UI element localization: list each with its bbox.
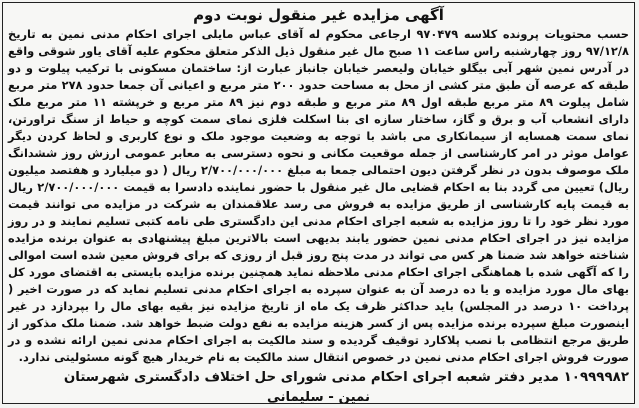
notice-title: آگهی مزایده غیر منقول نوبت دوم (193, 6, 444, 24)
notice-signature: نمین - سلیمانی (266, 390, 371, 404)
auction-notice (2, 2, 635, 404)
notice-body: حسب محتویات پرونده کلاسه ۹۷۰۴۷۹ ارجاعی محکوم له آقای عباس مایلی اجرای احکام مدنی نمین به تاریخ ۹۷/۱۲/۸ روز چهارشنبه راس ساعت ۱۱ صبح مال غیر منقول ذیل الذکر متعلق محکوم علیه آقای یاور شوقی واقع در آدرس نمین شهر آبی بیگلو خیابان ولیعصر خیابان جانباز عبارت از: ساختمان مسکونی با ترکیب پیلوت و دو طبقه که عرصه آن طبق متر کشی از محل به مساحت حدود ۲۰۰ متر مربع و اعیانی آن جمعا حدود ۲۷۸ متر مربع شامل پیلوت ۸۹ متر مربع طبقه اول ۸۹ متر مربع و طبقه دوم نیز ۸۹ متر مربع و خرپشته ۱۱ متر مربع ملک دارای انشعاب آب و برق و گاز، ساختار سازه ای بنا اسکلت فلزی نمای سمت کوچه و حیاط از سنگ تراورتن، نمای سمت همسایه از سیمانکاری می باشد با توجه به وضعیت موجود ملک و نوع کاربری و لحاظ کردن دیگر عوامل موثر در امر کارشناسی از جمله موقعیت مکانی و نحوه دسترسی به معابر عمومی ارزش روز ششدانگ ملک موصوف بدون در نظر گرفتن دیون احتمالی جمعا به مبلغ ۲/۷۰۰/۰۰۰/۰۰۰ ریال ( دو میلیارد و هفتصد میلیون ریال) تعیین می گردد بنا به احکام قضایی مال غیر منقول با حضور نماینده دادسرا به قیمت ۲/۷۰۰/۰۰۰/۰۰۰ ریال به قیمت پایه کارشناسی از طریق مزایده به فروش می رسد علاقمندان به شرکت در مزایده می توانند قیمت مورد نظر خود را تا روز مزایده به شعبه اجرای احکام مدنی این دادگستری طی نامه کتبی تسلیم نمایند و در روز مزایده نیز در اجرای احکام مدنی نمین حضور یابند بدیهی است بالاترین مبلغ پیشنهادی به عنوان برنده مزایده شناخته خواهد شد ضمنا هر کس می تواند در مدت پنج روز قبل از روزی که برای فروش معین شده است اموالی را که آگهی شده با هماهنگی اجرای احکام مدنی ملاحظه نماید همچنین برنده مزایده بایستی به اقتضای مورد کل بهای مال مورد مزایده و یا ده درصد آن به عنوان سپرده به اجرای احکام مدنی تسلیم نماید که در صورت اخیر ( پرداخت ۱۰ درصد در المجلس) باید حداکثر ظرف یک ماه از تاریخ مزایده نیز بقیه بهای مال را بپردازد در غیر اینصورت مبلغ سپرده برنده مزایده پس از کسر هزینه مزایده به نفع دولت ضبط خواهد شد. ضمنا ملک مذکور از طریق مرجع انتظامی با نصب پلاکارد توقیف گردیده و سند مالکیت به اجرای احکام مدنی نمین ارائه نشده و در صورت فروش اجرای احکام مدنی نمین در خصوص انتقال سند مالکیت به نام خریدار هیچ گونه مسئولیتی ندارد. (8, 27, 630, 364)
notice-footer: ۱۰۹۹۹۹۸۲ مدیر دفتر شعبه اجرای احکام مدنی شورای حل اختلاف دادگستری شهرستان (63, 370, 629, 385)
